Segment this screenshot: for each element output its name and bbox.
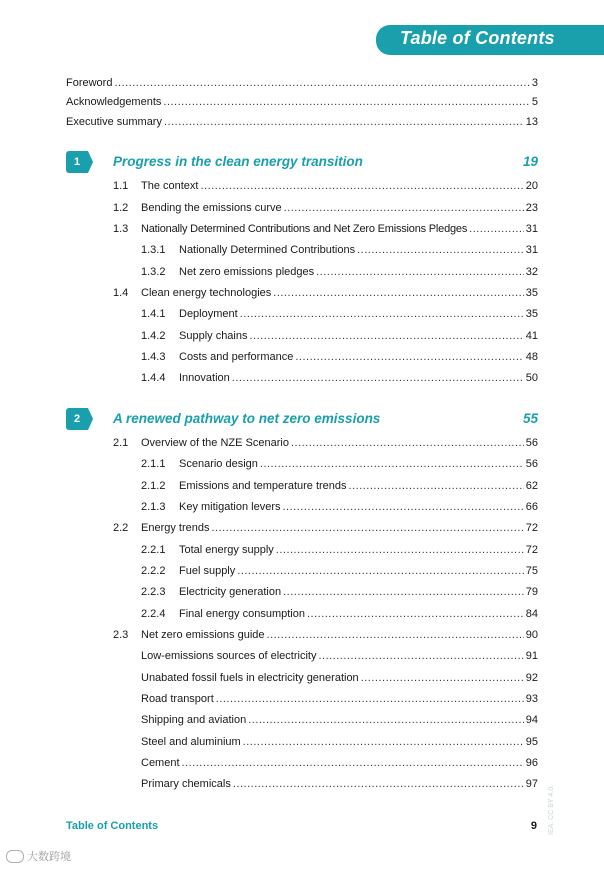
section-number: 1.4.2: [141, 330, 166, 342]
dot-leader: [114, 76, 529, 90]
dot-leader: [233, 777, 524, 791]
dot-leader: [248, 713, 524, 727]
toc-entry-label: Primary chemicals: [141, 778, 231, 790]
toc-entry-page: 48: [525, 351, 538, 363]
toc-entry-page: 95: [525, 736, 538, 748]
toc-entry-page: 41: [525, 330, 538, 342]
toc-entry-page: 56: [525, 437, 538, 449]
dot-leader: [163, 95, 529, 109]
toc-entry-label: Low-emissions sources of electricity: [141, 650, 317, 662]
toc-entry[interactable]: [141, 585, 538, 599]
toc-entry[interactable]: [113, 222, 538, 236]
toc-entry-label: Acknowledgements: [66, 96, 162, 108]
toc-entry[interactable]: [113, 286, 538, 300]
dot-leader: [216, 692, 524, 706]
section-number: 2.2.1: [141, 544, 166, 556]
toc-entry-page: 92: [525, 672, 538, 684]
toc-entry-label: Overview of the NZE Scenario: [141, 437, 289, 449]
toc-entry-label: Clean energy technologies: [141, 287, 272, 299]
dot-leader: [260, 457, 524, 471]
toc-entry-label: Innovation: [179, 372, 230, 384]
section-number: 1.3: [113, 223, 129, 235]
toc-entry[interactable]: [141, 735, 538, 749]
toc-entry-label: Electricity generation: [179, 586, 282, 598]
toc-entry-label: Final energy consumption: [179, 608, 305, 620]
toc-entry-label: Steel and aluminium: [141, 736, 241, 748]
section-number: 1.4.4: [141, 372, 166, 384]
dot-leader: [276, 543, 524, 557]
toc-entry-label: Nationally Determined Contributions: [179, 244, 356, 256]
toc-entry[interactable]: [141, 371, 538, 385]
toc-entry-page: 31: [525, 223, 538, 235]
chapter-1-badge: 1: [66, 151, 88, 173]
toc-entry-page: 97: [525, 778, 538, 790]
toc-entry-label: Supply chains: [179, 330, 248, 342]
dot-leader: [283, 500, 524, 514]
dot-leader: [307, 607, 524, 621]
toc-entry-label: Cement: [141, 757, 180, 769]
dot-leader: [237, 564, 523, 578]
toc-entry-label: Total energy supply: [179, 544, 274, 556]
toc-entry[interactable]: [141, 307, 538, 321]
section-number: 2.2.2: [141, 565, 166, 577]
toc-entry[interactable]: [141, 777, 538, 791]
toc-entry-label: Scenario design: [179, 458, 258, 470]
watermark-logo-icon: [6, 850, 24, 863]
section-number: 1.3.2: [141, 266, 166, 278]
toc-entry-page: 3: [531, 77, 538, 89]
dot-leader: [164, 115, 524, 129]
toc-entry-page: 56: [525, 458, 538, 470]
toc-entry-label: Unabated fossil fuels in electricity generation: [141, 672, 359, 684]
toc-entry-label: The context: [141, 180, 199, 192]
toc-entry[interactable]: [141, 329, 538, 343]
toc-entry-acknowledgements[interactable]: [66, 95, 538, 109]
toc-entry[interactable]: [141, 543, 538, 557]
license-note: IEA. CC BY 4.0.: [548, 784, 555, 835]
watermark: [6, 848, 71, 864]
chapter-1-page: 19: [522, 154, 538, 169]
chapter-2-badge: 2: [66, 408, 88, 430]
toc-entry-page: 75: [525, 565, 538, 577]
toc-entry-page: 35: [525, 287, 538, 299]
dot-leader: [273, 286, 523, 300]
dot-leader: [250, 329, 524, 343]
section-number: 2.2.4: [141, 608, 166, 620]
section-number: 2.3: [113, 629, 129, 641]
dot-leader: [318, 649, 523, 663]
chapter-1-title[interactable]: Progress in the clean energy transition: [113, 154, 363, 169]
section-number: 1.4.3: [141, 351, 166, 363]
dot-leader: [284, 201, 524, 215]
toc-entry[interactable]: [141, 607, 538, 621]
dot-leader: [283, 585, 524, 599]
toc-entry[interactable]: [113, 201, 538, 215]
toc-entry[interactable]: [141, 457, 538, 471]
section-number: 1.4.1: [141, 308, 166, 320]
toc-entry-label: Road transport: [141, 693, 214, 705]
toc-entry-page: 72: [525, 522, 538, 534]
dot-leader: [232, 371, 524, 385]
dot-leader: [211, 521, 523, 535]
toc-entry-page: 5: [531, 96, 538, 108]
toc-entry[interactable]: [141, 350, 538, 364]
toc-entry-label: Bending the emissions curve: [141, 202, 282, 214]
toc-entry-page: 23: [525, 202, 538, 214]
toc-entry[interactable]: [141, 756, 538, 770]
toc-entry-page: 79: [525, 586, 538, 598]
toc-entry[interactable]: [141, 671, 538, 685]
toc-entry-label: Costs and performance: [179, 351, 294, 363]
toc-entry-page: 50: [525, 372, 538, 384]
section-number: 1.1: [113, 180, 129, 192]
toc-entry-page: 66: [525, 501, 538, 513]
toc-entry-label: Shipping and aviation: [141, 714, 247, 726]
toc-entry-label: Executive summary: [66, 116, 162, 128]
dot-leader: [243, 735, 524, 749]
section-number: 2.1.2: [141, 480, 166, 492]
dot-leader: [240, 307, 524, 321]
dot-leader: [349, 479, 524, 493]
section-number: 2.1.3: [141, 501, 166, 513]
chapter-2-page: 55: [522, 411, 538, 426]
toc-entry-page: 72: [525, 544, 538, 556]
toc-entry-page: 84: [525, 608, 538, 620]
toc-entry[interactable]: [141, 243, 538, 257]
section-number: 2.2: [113, 522, 129, 534]
toc-entry-page: 20: [525, 180, 538, 192]
toc-entry[interactable]: [141, 500, 538, 514]
page-number: 9: [530, 820, 537, 832]
section-number: 1.3.1: [141, 244, 166, 256]
toc-entry-page: 94: [525, 714, 538, 726]
dot-leader: [200, 179, 523, 193]
toc-entry-label: Energy trends: [141, 522, 210, 534]
toc-entry-page: 31: [525, 244, 538, 256]
toc-entry[interactable]: [113, 628, 538, 642]
section-number: 2.1.1: [141, 458, 166, 470]
toc-entry-page: 96: [525, 757, 538, 769]
dot-leader: [295, 350, 523, 364]
dot-leader: [182, 756, 524, 770]
toc-entry[interactable]: [113, 179, 538, 193]
toc-entry-executive-summary[interactable]: [66, 115, 538, 129]
toc-entry-label: Fuel supply: [179, 565, 236, 577]
toc-entry-label: Deployment: [179, 308, 238, 320]
page-title: Table of Contents: [400, 28, 555, 48]
toc-entry[interactable]: [113, 521, 538, 535]
toc-entry-page: 62: [525, 480, 538, 492]
section-number: 2.2.3: [141, 586, 166, 598]
section-number: 1.4: [113, 287, 129, 299]
toc-entry-page: 13: [525, 116, 538, 128]
toc-entry[interactable]: [141, 479, 538, 493]
dot-leader: [361, 671, 524, 685]
toc-entry-label: Key mitigation levers: [179, 501, 281, 513]
toc-entry[interactable]: [141, 649, 538, 663]
dot-leader: [291, 436, 524, 450]
toc-entry-label: Foreword: [66, 77, 113, 89]
toc-entry-label: Emissions and temperature trends: [179, 480, 347, 492]
toc-entry[interactable]: [141, 265, 538, 279]
toc-entry[interactable]: [141, 713, 538, 727]
toc-entry-page: 91: [525, 650, 538, 662]
toc-entry-foreword[interactable]: [66, 76, 538, 90]
footer-label: Table of Contents: [66, 820, 159, 832]
toc-entry-page: 90: [525, 629, 538, 641]
dot-leader: [316, 265, 524, 279]
toc-entry-page: 35: [525, 308, 538, 320]
toc-entry-label: Net zero emissions pledges: [179, 266, 315, 278]
section-number: 2.1: [113, 437, 129, 449]
toc-entry-page: 93: [525, 693, 538, 705]
toc-entry-label: Nationally Determined Contributions and Net Zero Emissions Pledges: [141, 223, 468, 235]
dot-leader: [267, 628, 524, 642]
dot-leader: [469, 222, 524, 236]
toc-entry[interactable]: [113, 436, 538, 450]
watermark-text: 大数跨境: [27, 851, 71, 863]
toc-entry-page: 32: [525, 266, 538, 278]
toc-entry[interactable]: [141, 692, 538, 706]
section-number: 1.2: [113, 202, 129, 214]
dot-leader: [357, 243, 524, 257]
chapter-2-title[interactable]: A renewed pathway to net zero emissions: [113, 411, 381, 426]
toc-entry[interactable]: [141, 564, 538, 578]
toc-entry-label: Net zero emissions guide: [141, 629, 265, 641]
